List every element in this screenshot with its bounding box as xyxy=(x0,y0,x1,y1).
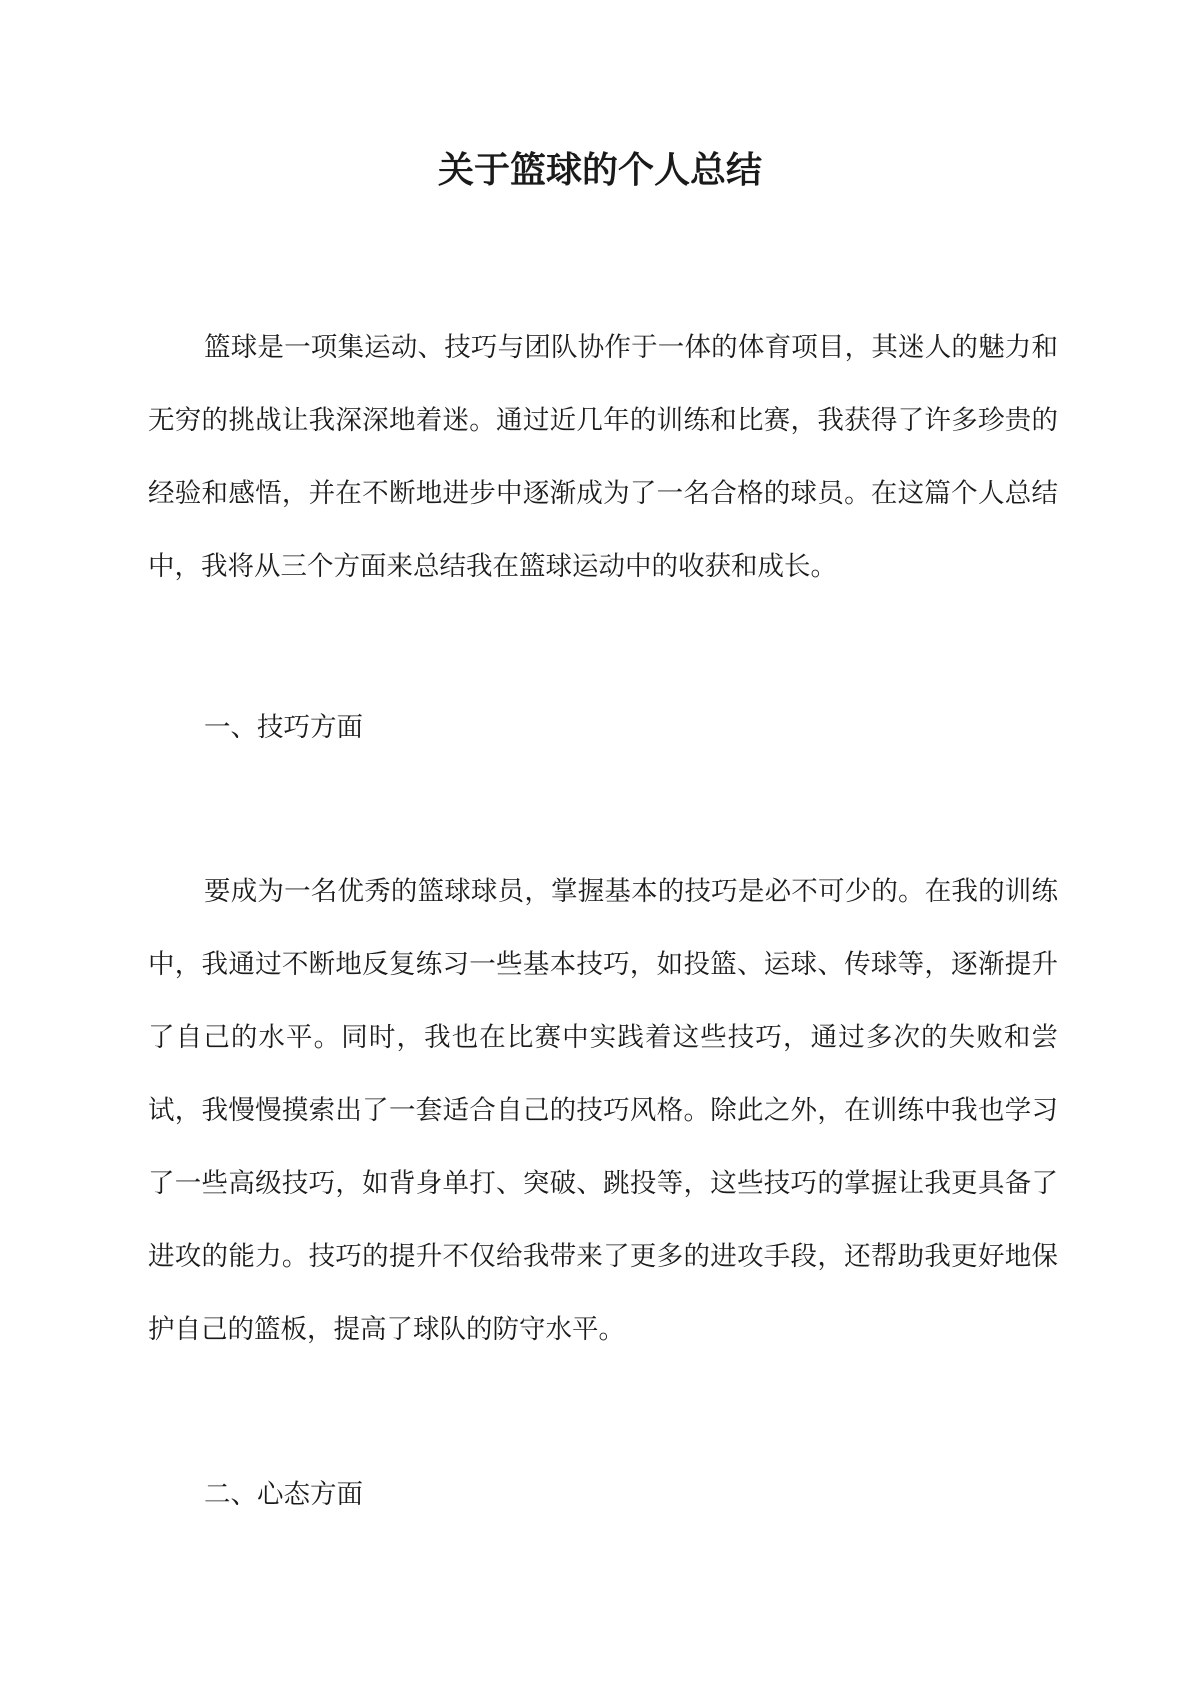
section-heading-mindset: 二、心态方面 xyxy=(204,1479,363,1510)
intro-paragraph: 篮球是一项集运动、技巧与团队协作于一体的体育项目，其迷人的魅力和无穷的挑战让我深深地着迷。通过近几年的训练和比赛，我获得了许多珍贵的经验和感悟，并在不断地进步中逐渐成为了一名合格的球员。在这篇个人总结中，我将从三个方面来总结我在篮球运动中的收获和成长。 xyxy=(148,332,1058,582)
section-paragraph-skills: 要成为一名优秀的篮球球员，掌握基本的技巧是必不可少的。在我的训练中，我通过不断地反复练习一些基本技巧，如投篮、运球、传球等，逐渐提升了自己的水平。同时，我也在比赛中实践着这些技巧，通过多次的失败和尝试，我慢慢摸索出了一套适合自己的技巧风格。除此之外，在训练中我也学习了一些高级技巧，如背身单打、突破、跳投等，这些技巧的掌握让我更具备了进攻的能力。技巧的提升不仅给我带来了更多的进攻手段，还帮助我更好地保护自己的篮板，提高了球队的防守水平。 xyxy=(148,876,1058,1345)
section-heading-skills: 一、技巧方面 xyxy=(204,712,363,743)
document-title: 关于篮球的个人总结 xyxy=(437,149,762,191)
